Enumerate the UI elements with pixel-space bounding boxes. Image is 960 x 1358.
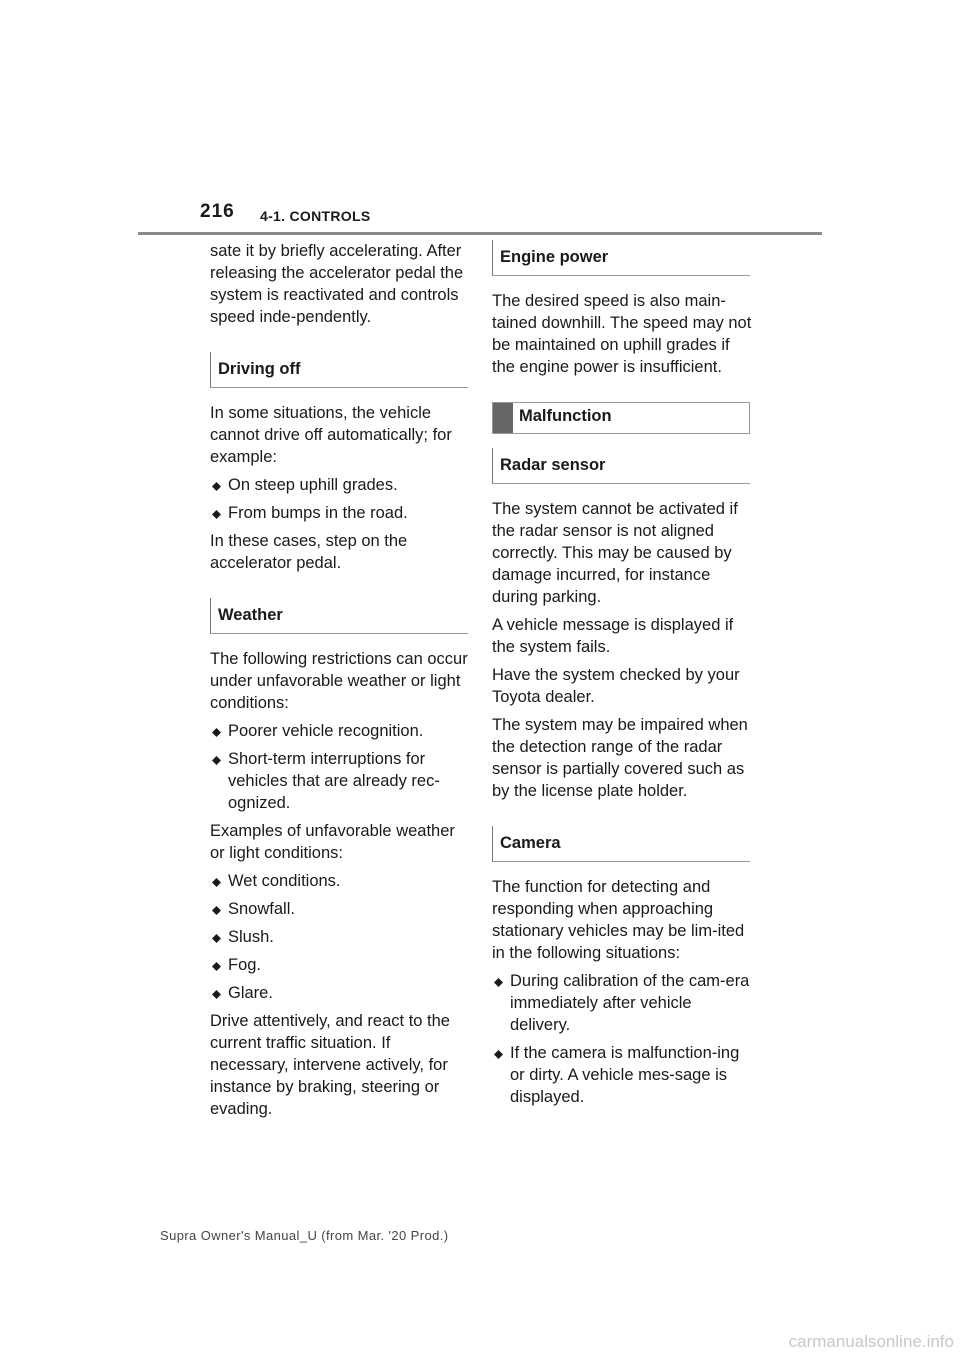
bullet-icon — [212, 962, 221, 971]
bullet-icon — [494, 978, 503, 987]
heading-engine-power: Engine power — [492, 240, 750, 276]
bullet-text: Fog. — [228, 956, 262, 974]
bullet-text: Wet conditions. — [228, 872, 341, 890]
bullet-item — [210, 748, 472, 814]
bullet-text: Snowfall. — [228, 900, 295, 918]
section-mark-icon — [493, 403, 513, 433]
heading-radar-sensor: Radar sensor — [492, 448, 750, 484]
bullet-text: On steep uphill grades. — [228, 476, 398, 494]
paragraph: The function for detecting and responding when approaching stationary vehicles may be lim-ited in the following situations: — [492, 878, 745, 962]
bullet-icon — [212, 934, 221, 943]
bullet-item — [210, 870, 472, 892]
bullet-item — [210, 954, 472, 976]
bullet-icon — [212, 510, 221, 519]
bullet-text: During calibration of the cam-era immediately after vehicle delivery. — [510, 972, 750, 1034]
bullet-item — [492, 1042, 754, 1108]
bullet-item — [210, 502, 472, 524]
heading-weather: Weather — [210, 598, 468, 634]
bullet-text: From bumps in the road. — [228, 504, 408, 522]
bullet-item — [492, 970, 754, 1036]
paragraph: In these cases, step on the accelerator pedal. — [210, 532, 408, 572]
watermark: carmanualsonline.info — [788, 1332, 954, 1351]
bullet-icon — [212, 756, 221, 765]
intro-paragraph: sate it by briefly accelerating. After releasing the accelerator pedal the system is reactivated and controls speed inde-pendently. — [210, 242, 464, 326]
paragraph: A vehicle message is displayed if the system fails. — [492, 616, 734, 656]
bullet-text: Poorer vehicle recognition. — [228, 722, 424, 740]
header-rule — [138, 232, 822, 235]
bullet-item — [210, 926, 472, 948]
bullet-icon — [212, 728, 221, 737]
heading-text: Malfunction — [519, 407, 612, 425]
paragraph: In some situations, the vehicle cannot drive off automatically; for example: — [210, 404, 452, 466]
bullet-icon — [212, 990, 221, 999]
bullet-icon — [494, 1050, 503, 1059]
bullet-text: Glare. — [228, 984, 273, 1002]
bullet-icon — [212, 878, 221, 887]
left-column — [210, 240, 472, 1126]
right-column — [492, 240, 754, 1114]
bullet-icon — [212, 482, 221, 491]
paragraph: The system may be impaired when the detection range of the radar sensor is partially covered such as by the license plate holder. — [492, 716, 748, 800]
heading-driving-off: Driving off — [210, 352, 468, 388]
bullet-item — [210, 898, 472, 920]
paragraph: The system cannot be activated if the radar sensor is not aligned correctly. This may be caused by damage incurred, for instance during parking. — [492, 500, 738, 606]
bullet-text: Short-term interruptions for vehicles that are already rec-ognized. — [228, 750, 440, 812]
bullet-text: If the camera is malfunction-ing or dirty. A vehicle mes-sage is displayed. — [510, 1044, 740, 1106]
paragraph: Drive attentively, and react to the current traffic situation. If necessary, intervene actively, for instance by braking, steering or evading. — [210, 1012, 450, 1118]
paragraph: Examples of unfavorable weather or light conditions: — [210, 822, 455, 862]
heading-malfunction — [492, 402, 750, 434]
section-title: 4-1. CONTROLS — [260, 208, 371, 224]
footer-text: Supra Owner's Manual_U (from Mar. '20 Prod.) — [160, 1228, 449, 1243]
bullet-item — [210, 982, 472, 1004]
page-number: 216 — [200, 201, 235, 222]
heading-camera: Camera — [492, 826, 750, 862]
bullet-item — [210, 720, 472, 742]
paragraph: Have the system checked by your Toyota dealer. — [492, 666, 740, 706]
paragraph: The following restrictions can occur under unfavorable weather or light conditions: — [210, 650, 468, 712]
paragraph: The desired speed is also main-tained downhill. The speed may not be maintained on uphill grades if the engine power is insufficient. — [492, 292, 752, 376]
bullet-text: Slush. — [228, 928, 274, 946]
bullet-item — [210, 474, 472, 496]
bullet-icon — [212, 906, 221, 915]
